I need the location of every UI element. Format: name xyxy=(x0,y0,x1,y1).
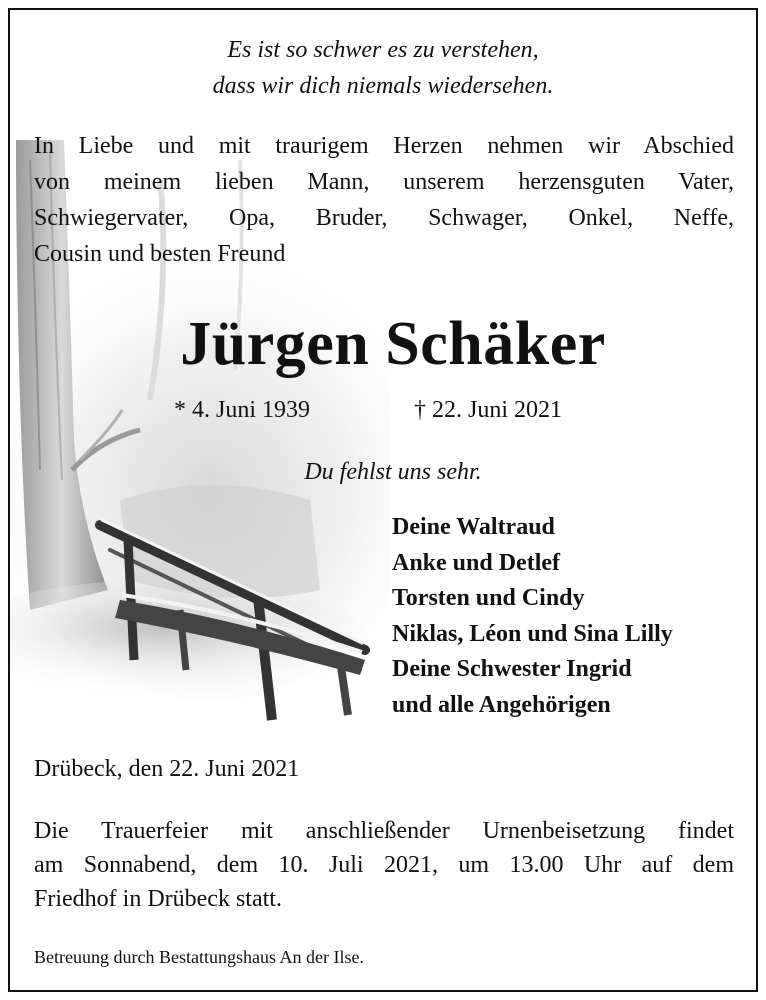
ceremony-paragraph xyxy=(34,814,734,916)
family-member: Deine Waltraud xyxy=(392,514,555,540)
ceremony-line: Friedhof in Drübeck statt. xyxy=(34,886,282,912)
intro-line: In Liebe und mit traurigem Herzen nehmen wir Abschied xyxy=(34,133,734,159)
obituary-frame xyxy=(8,8,758,992)
intro-line: Cousin und besten Freund xyxy=(34,241,286,267)
intro-paragraph xyxy=(34,128,734,272)
deceased-name: Jürgen Schäker xyxy=(180,310,606,378)
death-date: † 22. Juni 2021 xyxy=(414,397,563,423)
motto-verse xyxy=(10,32,756,104)
birth-date: * 4. Juni 1939 xyxy=(174,397,311,423)
ceremony-line: am Sonnabend, dem 10. Juli 2021, um 13.00 Uhr auf dem xyxy=(34,852,734,878)
intro-line: von meinem lieben Mann, unserem herzensguten Vater, xyxy=(34,169,734,195)
motto-line: dass wir dich niemals wiedersehen. xyxy=(212,73,554,99)
funeral-home-note: Betreuung durch Bestattungshaus An der Ilse. xyxy=(34,947,364,967)
family-member: Torsten und Cindy xyxy=(392,585,585,611)
family-member: Anke und Detlef xyxy=(392,549,561,576)
family-member: Deine Schwester Ingrid xyxy=(392,656,632,682)
missed-line: Du fehlst uns sehr. xyxy=(304,459,482,485)
motto-line: Es ist so schwer es zu verstehen, xyxy=(227,37,539,63)
intro-line: Schwiegervater, Opa, Bruder, Schwager, Onkel, Neffe, xyxy=(34,205,734,231)
family-member: Niklas, Léon und Sina Lilly xyxy=(392,620,673,647)
place-and-date: Drübeck, den 22. Juni 2021 xyxy=(34,756,300,782)
family-list xyxy=(392,510,752,723)
ceremony-line: Die Trauerfeier mit anschließender Urnenbeisetzung findet xyxy=(34,818,734,844)
family-member: und alle Angehörigen xyxy=(392,691,611,718)
